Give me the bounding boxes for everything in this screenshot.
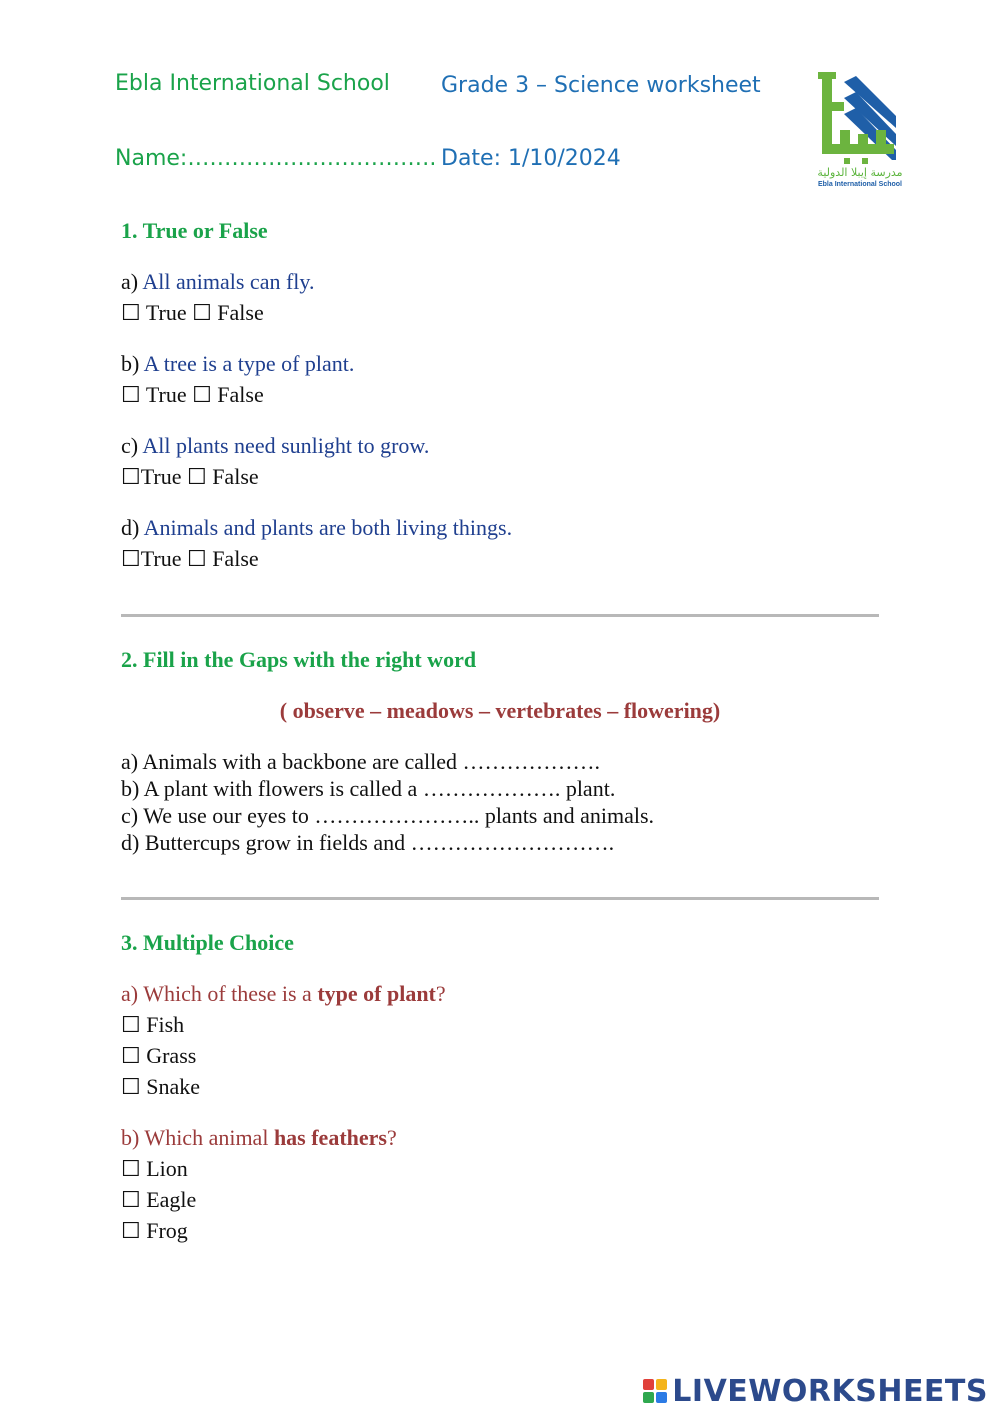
tf-options-d[interactable]: ☐True ☐ False (121, 546, 259, 571)
tf-question-text: All plants need sunlight to grow. (142, 433, 430, 458)
tf-question-prefix: c) (121, 433, 143, 458)
mc-option-eagle[interactable]: ☐ Eagle (121, 1187, 197, 1212)
gap-line-b[interactable]: b) A plant with flowers is called a ………………. plant. (121, 776, 616, 801)
mc-option-grass[interactable]: ☐ Grass (121, 1043, 197, 1068)
tf-options-b[interactable]: ☐ True ☐ False (121, 382, 264, 407)
tf-options-a[interactable]: ☐ True ☐ False (121, 300, 264, 325)
tf-question-prefix: d) (121, 515, 144, 540)
mc-question-emphasis: type of plant (317, 981, 436, 1006)
section-divider (121, 897, 879, 900)
gap-line-a[interactable]: a) Animals with a backbone are called ………………. (121, 749, 600, 774)
gap-line-d[interactable]: d) Buttercups grow in fields and ………………………. (121, 830, 615, 855)
logo-english-text: Ebla International School (817, 181, 902, 188)
mc-option-fish[interactable]: ☐ Fish (121, 1012, 185, 1037)
tf-question-prefix: b) (121, 351, 144, 376)
section3-title: 3. Multiple Choice (121, 930, 294, 955)
word-bank: ( observe – meadows – vertebrates – flowering) (279, 698, 721, 723)
school-logo-icon (800, 68, 920, 166)
mc-question-a (121, 981, 446, 1007)
section-divider (121, 614, 879, 617)
section1-title: 1. True or False (121, 218, 268, 243)
school-name: Ebla International School (115, 71, 390, 96)
worksheet-title: Grade 3 – Science worksheet (441, 73, 761, 98)
mc-question-mark: ? (386, 1125, 397, 1150)
tf-options-c[interactable]: ☐True ☐ False (121, 464, 259, 489)
tf-question-text: All animals can fly. (142, 269, 315, 294)
tf-question-c (121, 433, 429, 459)
date-field: Date: 1/10/2024 (441, 146, 621, 171)
mc-question-b (121, 1125, 397, 1151)
mc-option-frog[interactable]: ☐ Frog (121, 1218, 188, 1243)
school-logo (800, 68, 920, 196)
tf-question-prefix: a) (121, 269, 143, 294)
mc-question-text: a) Which of these is a (121, 981, 318, 1006)
mc-question-mark: ? (435, 981, 446, 1006)
liveworksheets-wordmark: LIVEWORKSHEETS (672, 1373, 988, 1409)
name-field[interactable]: Name:……………………………. (115, 146, 437, 171)
liveworksheets-logo-icon (643, 1379, 667, 1403)
mc-question-emphasis: has feathers (273, 1125, 387, 1150)
mc-option-snake[interactable]: ☐ Snake (121, 1074, 200, 1099)
logo-arabic-text: مدرسة إيبلا الدولية (817, 166, 903, 179)
tf-question-text: Animals and plants are both living things. (143, 515, 513, 540)
mc-option-lion[interactable]: ☐ Lion (121, 1156, 188, 1181)
tf-question-d (121, 515, 512, 541)
tf-question-text: A tree is a type of plant. (143, 351, 355, 376)
liveworksheets-brand[interactable] (643, 1373, 988, 1409)
gap-line-c[interactable]: c) We use our eyes to ………………….. plants and animals. (121, 803, 655, 828)
mc-question-text: b) Which animal (121, 1125, 274, 1150)
tf-question-a (121, 269, 314, 295)
tf-question-b (121, 351, 354, 377)
section2-title: 2. Fill in the Gaps with the right word (121, 647, 477, 672)
